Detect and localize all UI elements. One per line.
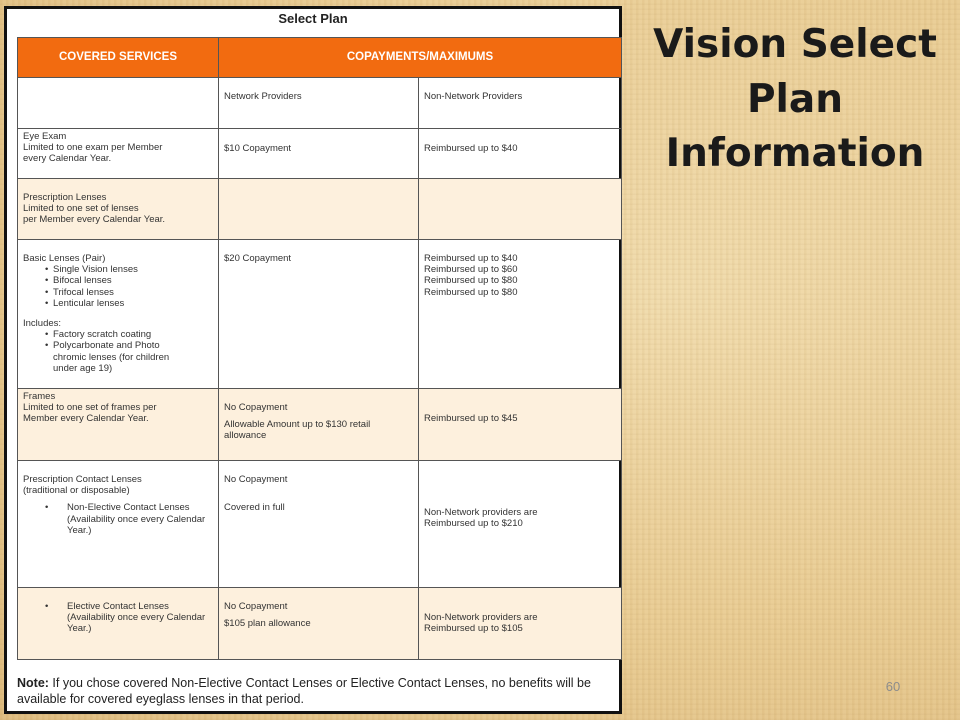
non-network-cell (419, 240, 622, 389)
non-network-cell (419, 179, 622, 240)
service-cell (18, 389, 219, 461)
service-line: Limited to one exam per Member (23, 142, 163, 154)
slide-title: Vision Select Plan Information (653, 22, 937, 177)
note-label: Note: (17, 676, 49, 690)
header-covered-services: COVERED SERVICES (18, 38, 219, 78)
non-network-value: Reimbursed up to $80 (424, 275, 518, 287)
note-body: If you chose covered Non-Elective Contact Lenses or Elective Contact Lenses, no benefits will be available for covered eyeglass lenses in that period. (17, 676, 591, 707)
list-item: • Non-Elective Contact Lenses (Availability once every Calendar Year.) (23, 502, 217, 536)
includes-label: Includes: (23, 318, 62, 330)
network-cell (219, 240, 419, 389)
non-network-cell (419, 129, 622, 179)
network-value: Covered in full (224, 502, 285, 514)
note-text (17, 675, 617, 708)
service-line: Frames (23, 391, 56, 402)
service-cell (18, 129, 219, 179)
service-line: Prescription Lenses (23, 192, 107, 203)
list-item: • Elective Contact Lenses (Availability once every Calendar Year.) (23, 601, 212, 635)
non-network-value: Non-Network providers are (424, 612, 538, 623)
spacer (23, 309, 213, 318)
service-line: Basic Lenses (Pair) (23, 253, 106, 264)
service-cell (18, 588, 219, 660)
non-network-cell (419, 389, 622, 461)
list-item: • Bifocal lenses (23, 275, 213, 286)
network-value: $105 plan allowance (224, 618, 311, 630)
service-line: Member every Calendar Year. (23, 413, 149, 425)
network-cell (219, 389, 419, 461)
non-network-value: Reimbursed up to $40 (424, 253, 518, 264)
slide-number: 60 (885, 679, 901, 694)
plan-table (17, 37, 622, 660)
network-value: allowance (224, 430, 267, 442)
table-row (18, 179, 622, 240)
service-cell (18, 461, 219, 588)
table-row (18, 588, 622, 660)
subheader-row (18, 78, 622, 129)
service-cell (18, 179, 219, 240)
non-network-value: Reimbursed up to $210 (424, 518, 523, 530)
list-item: • Polycarbonate and Photo chromic lenses (for children under age 19) (23, 340, 193, 374)
list-item: • Single Vision lenses (23, 264, 213, 275)
network-cell (219, 129, 419, 179)
document-title: Select Plan (278, 11, 348, 26)
non-network-cell (419, 588, 622, 660)
plan-document (4, 6, 622, 714)
table-row (18, 461, 622, 588)
table-row (18, 240, 622, 389)
table-row (18, 389, 622, 461)
list-item: • Factory scratch coating (23, 329, 213, 340)
service-line: Limited to one set of lenses (23, 203, 139, 215)
service-cell (18, 240, 219, 389)
non-network-value: Reimbursed up to $45 (424, 413, 518, 424)
network-value: Allowable Amount up to $130 retail (224, 419, 371, 431)
list-item: • Lenticular lenses (23, 298, 213, 309)
service-line: per Member every Calendar Year. (23, 214, 166, 226)
header-row (18, 38, 622, 78)
subheader-network: Network Providers (219, 78, 419, 129)
subheader-empty (18, 78, 219, 129)
network-cell (219, 461, 419, 588)
header-copayments: COPAYMENTS/MAXIMUMS (219, 38, 622, 78)
service-line: Prescription Contact Lenses (traditional or disposable) (23, 474, 142, 497)
service-line: every Calendar Year. (23, 153, 112, 165)
non-network-value: Reimbursed up to $40 (424, 143, 518, 154)
spacer (224, 485, 413, 502)
network-value: No Copayment (224, 474, 288, 485)
network-value: No Copayment (224, 601, 288, 612)
service-line: Limited to one set of frames per (23, 402, 157, 414)
subheader-non-network: Non-Network Providers (419, 78, 622, 129)
non-network-value: Reimbursed up to $80 (424, 286, 518, 298)
table-row (18, 129, 622, 179)
network-value: $10 Copayment (224, 143, 292, 154)
network-value: $20 Copayment (224, 253, 292, 264)
non-network-value: Reimbursed up to $60 (424, 264, 518, 276)
non-network-value: Non-Network providers are (424, 507, 538, 518)
network-cell (219, 179, 419, 240)
list-item: • Trifocal lenses (23, 287, 213, 298)
network-value: No Copayment (224, 402, 288, 413)
non-network-cell (419, 461, 622, 588)
service-line: Eye Exam (23, 131, 67, 142)
network-cell (219, 588, 419, 660)
non-network-value: Reimbursed up to $105 (424, 623, 523, 635)
